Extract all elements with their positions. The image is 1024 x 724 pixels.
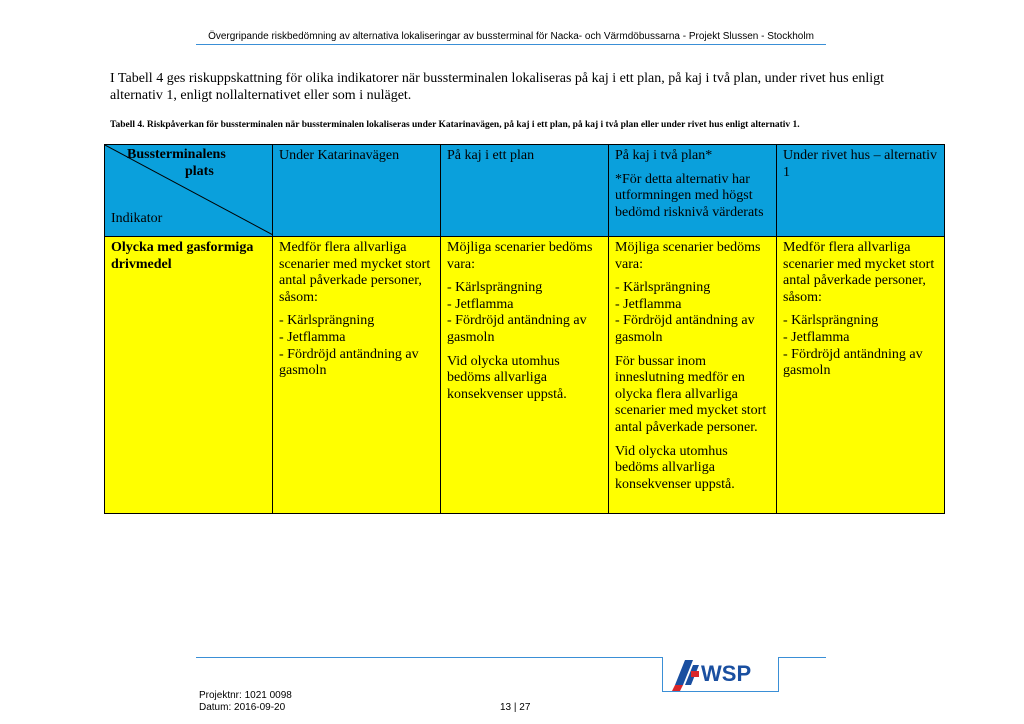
- cell-paragraph: Vid olycka utomhus bedöms allvarliga konsekvenser uppstå.: [615, 443, 735, 492]
- list-item: - Jetflamma: [279, 329, 346, 345]
- column-header-kaj-tva-plan: [609, 145, 777, 237]
- column-title: På kaj i två plan*: [615, 148, 713, 163]
- list-item: - Kärlsprängning: [279, 313, 375, 329]
- header-rule: [196, 44, 826, 45]
- table-header-row: [105, 145, 945, 237]
- corner-top-line1: Bussterminalens: [127, 147, 226, 162]
- footer-rule: [778, 657, 826, 658]
- table-cell: [609, 237, 777, 514]
- table-caption: Tabell 4. Riskpåverkan för bussterminalen när bussterminalen lokaliseras under Katarinavägen, på kaj i ett plan, på kaj i två plan eller under rivet hus enligt alternativ 1.: [110, 120, 800, 130]
- list-item: - Fördröjd antändning av gasmoln: [279, 346, 419, 379]
- cell-paragraph: Medför flera allvarliga scenarier med mycket stort antal påverkade personer, såsom:: [279, 240, 431, 305]
- cell-paragraph: Medför flera allvarliga scenarier med mycket stort antal påverkade personer, såsom:: [783, 240, 935, 305]
- column-note: *För detta alternativ har utformningen med högst bedömd risknivå värderats: [615, 171, 764, 220]
- cell-paragraph: Möjliga scenarier bedöms vara:: [615, 240, 761, 272]
- cell-list: [615, 280, 770, 346]
- corner-top-line2: plats: [185, 163, 214, 179]
- list-item: - Jetflamma: [783, 329, 850, 345]
- corner-bottom-label: Indikator: [111, 211, 163, 226]
- list-item: - Fördröjd antändning av gasmoln: [615, 313, 755, 345]
- column-header-rivet-hus: [777, 145, 945, 237]
- cell-list: [447, 280, 602, 346]
- list-item: - Kärlsprängning: [615, 280, 711, 296]
- risk-table: [104, 144, 945, 514]
- list-item: - Jetflamma: [615, 296, 682, 312]
- list-item: - Fördröjd antändning av gasmoln: [447, 313, 587, 345]
- cell-paragraph: För bussar inom inneslutning medför en olycka flera allvarliga scenarier med mycket stort antal påverkade personer.: [615, 353, 767, 435]
- intro-paragraph: I Tabell 4 ges riskuppskattning för olika indikatorer när bussterminalen lokaliseras på kaj i ett plan, på kaj i två plan, under rivet hus enligt alternativ 1, enligt nollalternativet eller som i nuläget.: [110, 71, 885, 103]
- document-date: Datum: 2016-09-20: [199, 702, 286, 713]
- corner-top-label: [127, 147, 226, 180]
- list-item: - Fördröjd antändning av gasmoln: [783, 346, 923, 379]
- column-title: Under rivet hus – alternativ 1: [783, 148, 937, 180]
- table-row: [105, 237, 945, 514]
- list-item: - Kärlsprängning: [783, 313, 879, 329]
- logo-frame: [662, 657, 779, 692]
- wsp-logo: [663, 657, 778, 691]
- table-cell: [441, 237, 609, 514]
- list-item: - Kärlsprängning: [447, 280, 543, 296]
- page-number: 13 | 27: [500, 702, 531, 713]
- wsp-logo-mark-icon: [672, 660, 699, 691]
- cell-paragraph: Vid olycka utomhus bedöms allvarliga konsekvenser uppstå.: [447, 353, 567, 402]
- running-header: Övergripande riskbedömning av alternativa lokaliseringar av bussterminal för Nacka- och Värmdöbussarna - Projekt Slussen - Stockholm: [208, 31, 814, 42]
- column-title: På kaj i ett plan: [447, 148, 535, 163]
- cell-paragraph: Möjliga scenarier bedöms vara:: [447, 240, 593, 272]
- column-header-katarinavagen: [273, 145, 441, 237]
- cell-list: [279, 313, 434, 379]
- column-header-kaj-ett-plan: [441, 145, 609, 237]
- project-number: Projektnr: 1021 0098: [199, 690, 292, 701]
- footer-rule: [196, 657, 662, 658]
- column-title: Under Katarinavägen: [279, 148, 400, 163]
- table-cell: [777, 237, 945, 514]
- corner-cell: [105, 145, 273, 237]
- indicator-label: Olycka med gasformiga drivmedel: [111, 240, 254, 272]
- table-cell: [273, 237, 441, 514]
- indicator-cell: [105, 237, 273, 514]
- cell-list: [783, 313, 938, 379]
- wsp-logo-text: WSP: [701, 661, 752, 686]
- list-item: - Jetflamma: [447, 296, 514, 312]
